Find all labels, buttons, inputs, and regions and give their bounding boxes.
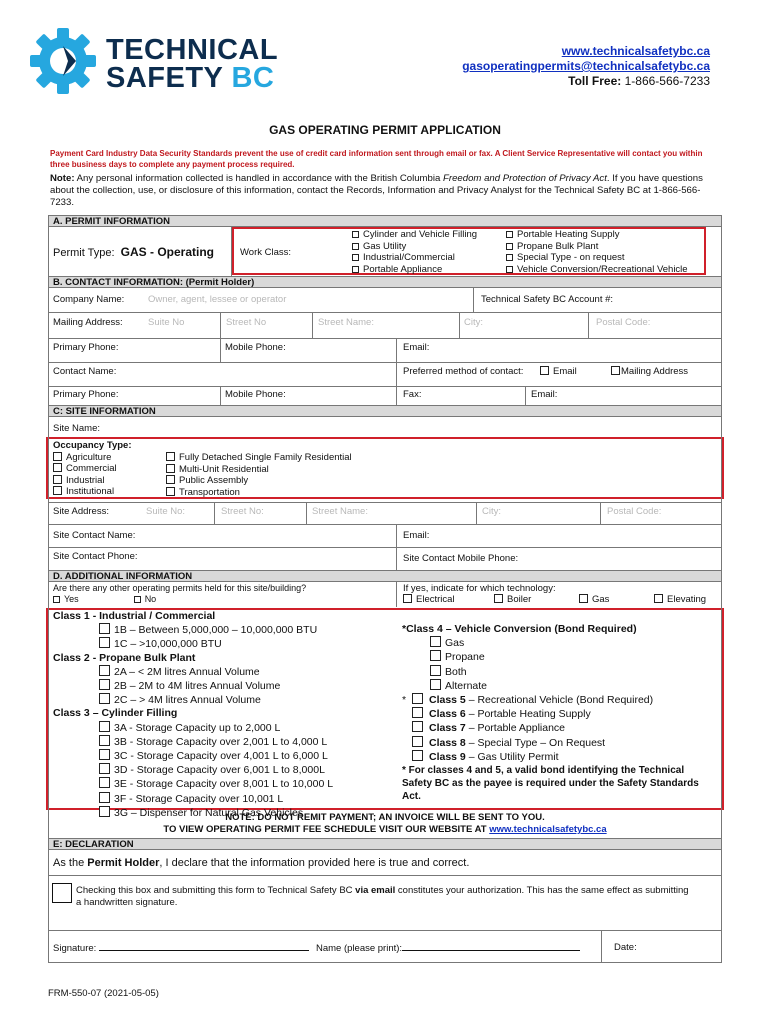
site-contact-mobile-label: Site Contact Mobile Phone: (403, 553, 519, 564)
site-email-label: Email: (403, 530, 430, 541)
fax-label: Fax: (403, 389, 422, 400)
work-class-option[interactable]: Portable Appliance (352, 264, 477, 276)
site-street-no-input[interactable]: Street No: (221, 506, 264, 517)
mailing-street-no-input[interactable]: Street No (226, 317, 267, 328)
class4-heading: *Class 4 – Vehicle Conversion (Bond Required) (402, 623, 637, 635)
class-option[interactable]: 3A - Storage Capacity up to 2,000 L (53, 721, 333, 735)
section-b-header: B. CONTACT INFORMATION: (Permit Holder) (48, 276, 722, 288)
section-d-header: D. ADDITIONAL INFORMATION (48, 570, 722, 582)
section-c-header: C: SITE INFORMATION (48, 405, 722, 417)
contact-name-label: Contact Name: (53, 366, 117, 377)
occupancy-option[interactable]: Multi-Unit Residential (166, 464, 352, 476)
site-suite-input[interactable]: Suite No: (146, 506, 186, 517)
site-contact-phone-label: Site Contact Phone: (53, 551, 138, 562)
email-link[interactable]: gasoperatingpermits@technicalsafetybc.ca (462, 59, 710, 73)
work-class-option[interactable]: Vehicle Conversion/Recreational Vehicle (506, 264, 688, 276)
class2-heading: Class 2 - Propane Bulk Plant (53, 651, 196, 664)
tollfree-label: Toll Free: (568, 74, 622, 88)
class-option[interactable]: 2A – < 2M litres Annual Volume (53, 665, 333, 679)
occupancy-option[interactable]: Fully Detached Single Family Residential (166, 452, 352, 464)
class-option[interactable]: Alternate (402, 679, 712, 693)
remit-note: NOTE: DO NOT REMIT PAYMENT; AN INVOICE WILL BE SENT TO YOU. TO VIEW OPERATING PERMIT FEE SCHEDULE VISIT OUR WEBSITE AT www.technicalsafetybc.ca (163, 812, 607, 835)
occupancy-option[interactable]: Commercial (53, 463, 132, 475)
tollfree-number: 1-866-566-7233 (624, 74, 710, 88)
class-option[interactable]: 2B – 2M to 4M litres Annual Volume (53, 679, 333, 693)
no-checkbox[interactable]: No (134, 594, 157, 604)
logo (28, 26, 308, 96)
preferred-mail-checkbox[interactable]: Mailing Address (611, 366, 688, 377)
class3-heading: Class 3 – Cylinder Filling (53, 707, 178, 720)
permit-type-label: Permit Type: GAS - Operating (53, 245, 215, 259)
company-name-label: Company Name: (53, 294, 125, 305)
website-link[interactable]: www.technicalsafetybc.ca (561, 44, 710, 58)
mailing-city-input[interactable]: City: (464, 317, 483, 328)
site-postal-input[interactable]: Postal Code: (607, 506, 662, 517)
gear-logo-icon (28, 26, 98, 96)
tech-gas-checkbox[interactable]: Gas (579, 594, 609, 605)
yes-checkbox[interactable]: Yes (53, 594, 79, 604)
occupancy-option[interactable]: Institutional (53, 486, 132, 498)
fee-schedule-link[interactable]: www.technicalsafetybc.ca (489, 824, 607, 835)
class-option[interactable]: 3C - Storage Capacity over 4,001 L to 6,000 L (53, 749, 333, 763)
class-option[interactable]: Class 6 – Portable Heating Supply (402, 707, 712, 721)
class-option[interactable]: * Class 5 – Recreational Vehicle (Bond Required) (402, 694, 654, 707)
section-e-header: E: DECLARATION (48, 838, 722, 850)
tech-boiler-checkbox[interactable]: Boiler (494, 594, 531, 605)
class-option[interactable]: 3F - Storage Capacity over 10,001 L (53, 792, 333, 806)
logo-line2b: BC (231, 62, 275, 94)
privacy-note: Note: Any personal information collected is handled in accordance with the British Columbia Freedom and Protection of Privacy Act. If you have questions about the collection, use, or disclosure of this information, contact the Records, Information and Privacy Analyst for the Technical Safety BC at 1-866-566-7233. (50, 173, 703, 208)
class-option[interactable]: 3B - Storage Capacity over 2,001 L to 4,000 L (53, 735, 333, 749)
email-2-label: Email: (531, 389, 558, 400)
site-street-name-input[interactable]: Street Name: (312, 506, 368, 517)
class-option[interactable]: 3G – Dispenser for Natural Gas Vehicles (53, 806, 333, 820)
occupancy-option[interactable]: Transportation (166, 487, 352, 499)
class1-heading: Class 1 - Industrial / Commercial (53, 610, 216, 622)
logo-line1: TECHNICAL (106, 34, 279, 66)
site-city-input[interactable]: City: (482, 506, 501, 517)
tech-elevating-checkbox[interactable]: Elevating (654, 594, 706, 605)
class-option[interactable]: 3D - Storage Capacity over 6,001 L to 8,000L (53, 763, 333, 777)
work-class-option[interactable]: Industrial/Commercial (352, 252, 477, 264)
bond-note: * For classes 4 and 5, a valid bond identifying the Technical Safety BC as the payee is required under the Safety Standards Act. (402, 765, 699, 803)
occupancy-option[interactable]: Industrial (53, 475, 132, 487)
other-permits-question: Are there any other operating permits held for this site/building? Yes No (53, 583, 307, 604)
work-class-option[interactable]: Gas Utility (352, 241, 477, 253)
preferred-email-checkbox[interactable]: Email (540, 366, 577, 377)
class-option[interactable]: 2C – > 4M litres Annual Volume (53, 693, 333, 707)
mailing-address-label: Mailing Address: (53, 317, 123, 328)
work-class-option[interactable]: Cylinder and Vehicle Filling (352, 229, 477, 241)
work-class-option[interactable]: Special Type - on request (506, 252, 688, 264)
site-address-label: Site Address: (53, 506, 109, 517)
account-number-label: Technical Safety BC Account #: (481, 294, 614, 305)
signature-field[interactable]: Signature: (53, 942, 309, 954)
work-class-option[interactable]: Portable Heating Supply (506, 229, 688, 241)
preferred-contact-label: Preferred method of contact: (403, 366, 524, 377)
occupancy-option[interactable]: Public Assembly (166, 475, 352, 487)
logo-line2a: SAFETY (106, 62, 223, 94)
class-option[interactable]: 3E - Storage Capacity over 8,001 L to 10,000 L (53, 777, 333, 791)
technology-question: If yes, indicate for which technology: (403, 583, 556, 594)
declaration-text: As the Permit Holder, I declare that the information provided here is true and correct. (53, 857, 470, 869)
class-option[interactable]: Gas (402, 636, 712, 650)
work-class-option[interactable]: Propane Bulk Plant (506, 241, 688, 253)
tech-electrical-checkbox[interactable]: Electrical (403, 594, 455, 605)
occupancy-option[interactable]: Agriculture (53, 452, 132, 464)
class-option[interactable]: Class 7 – Portable Appliance (402, 721, 712, 735)
print-name-field[interactable]: Name (please print): (316, 942, 580, 954)
class-option[interactable]: 1B – Between 5,000,000 – 10,000,000 BTU (53, 623, 333, 637)
mailing-suite-input[interactable]: Suite No (148, 317, 185, 328)
header-contacts (462, 44, 710, 89)
class-option[interactable]: Class 8 – Special Type – On Request (402, 736, 712, 750)
form-border (48, 215, 722, 963)
section-a-header: A. PERMIT INFORMATION (48, 215, 722, 227)
primary-phone-2-label: Primary Phone: (53, 389, 119, 400)
email-label: Email: (403, 342, 430, 353)
class-option[interactable]: Class 9 – Gas Utility Permit (402, 750, 712, 764)
site-contact-name-label: Site Contact Name: (53, 530, 136, 541)
company-name-input[interactable]: Owner, agent, lessee or operator (148, 294, 287, 305)
class-option[interactable]: Propane (402, 650, 712, 664)
date-field[interactable]: Date: (614, 942, 637, 953)
page-title: GAS OPERATING PERMIT APPLICATION (269, 123, 501, 137)
occupancy-type-label: Occupancy Type: (53, 440, 132, 451)
authorization-text: Checking this box and submitting this form to Technical Safety BC via email constitutes your authorization. This has the same effect as submitting a handwritten signature. (76, 885, 689, 908)
mailing-street-name-input[interactable]: Street Name: (318, 317, 374, 328)
primary-phone-label: Primary Phone: (53, 342, 119, 353)
form-code: FRM-550-07 (2021-05-05) (48, 988, 159, 999)
site-name-label: Site Name: (53, 423, 100, 434)
payment-warning: Payment Card Industry Data Security Standards prevent the use of credit card information sent through email or fax. A Client Service Representative will contact you within three business days to complete any payment process required. (50, 149, 703, 169)
class-option[interactable]: 1C – >10,000,000 BTU (53, 637, 333, 651)
mobile-phone-2-label: Mobile Phone: (225, 389, 286, 400)
mobile-phone-label: Mobile Phone: (225, 342, 286, 353)
work-class-label: Work Class: (240, 247, 292, 258)
class-option[interactable]: Both (402, 665, 712, 679)
mailing-postal-input[interactable]: Postal Code: (596, 317, 651, 328)
